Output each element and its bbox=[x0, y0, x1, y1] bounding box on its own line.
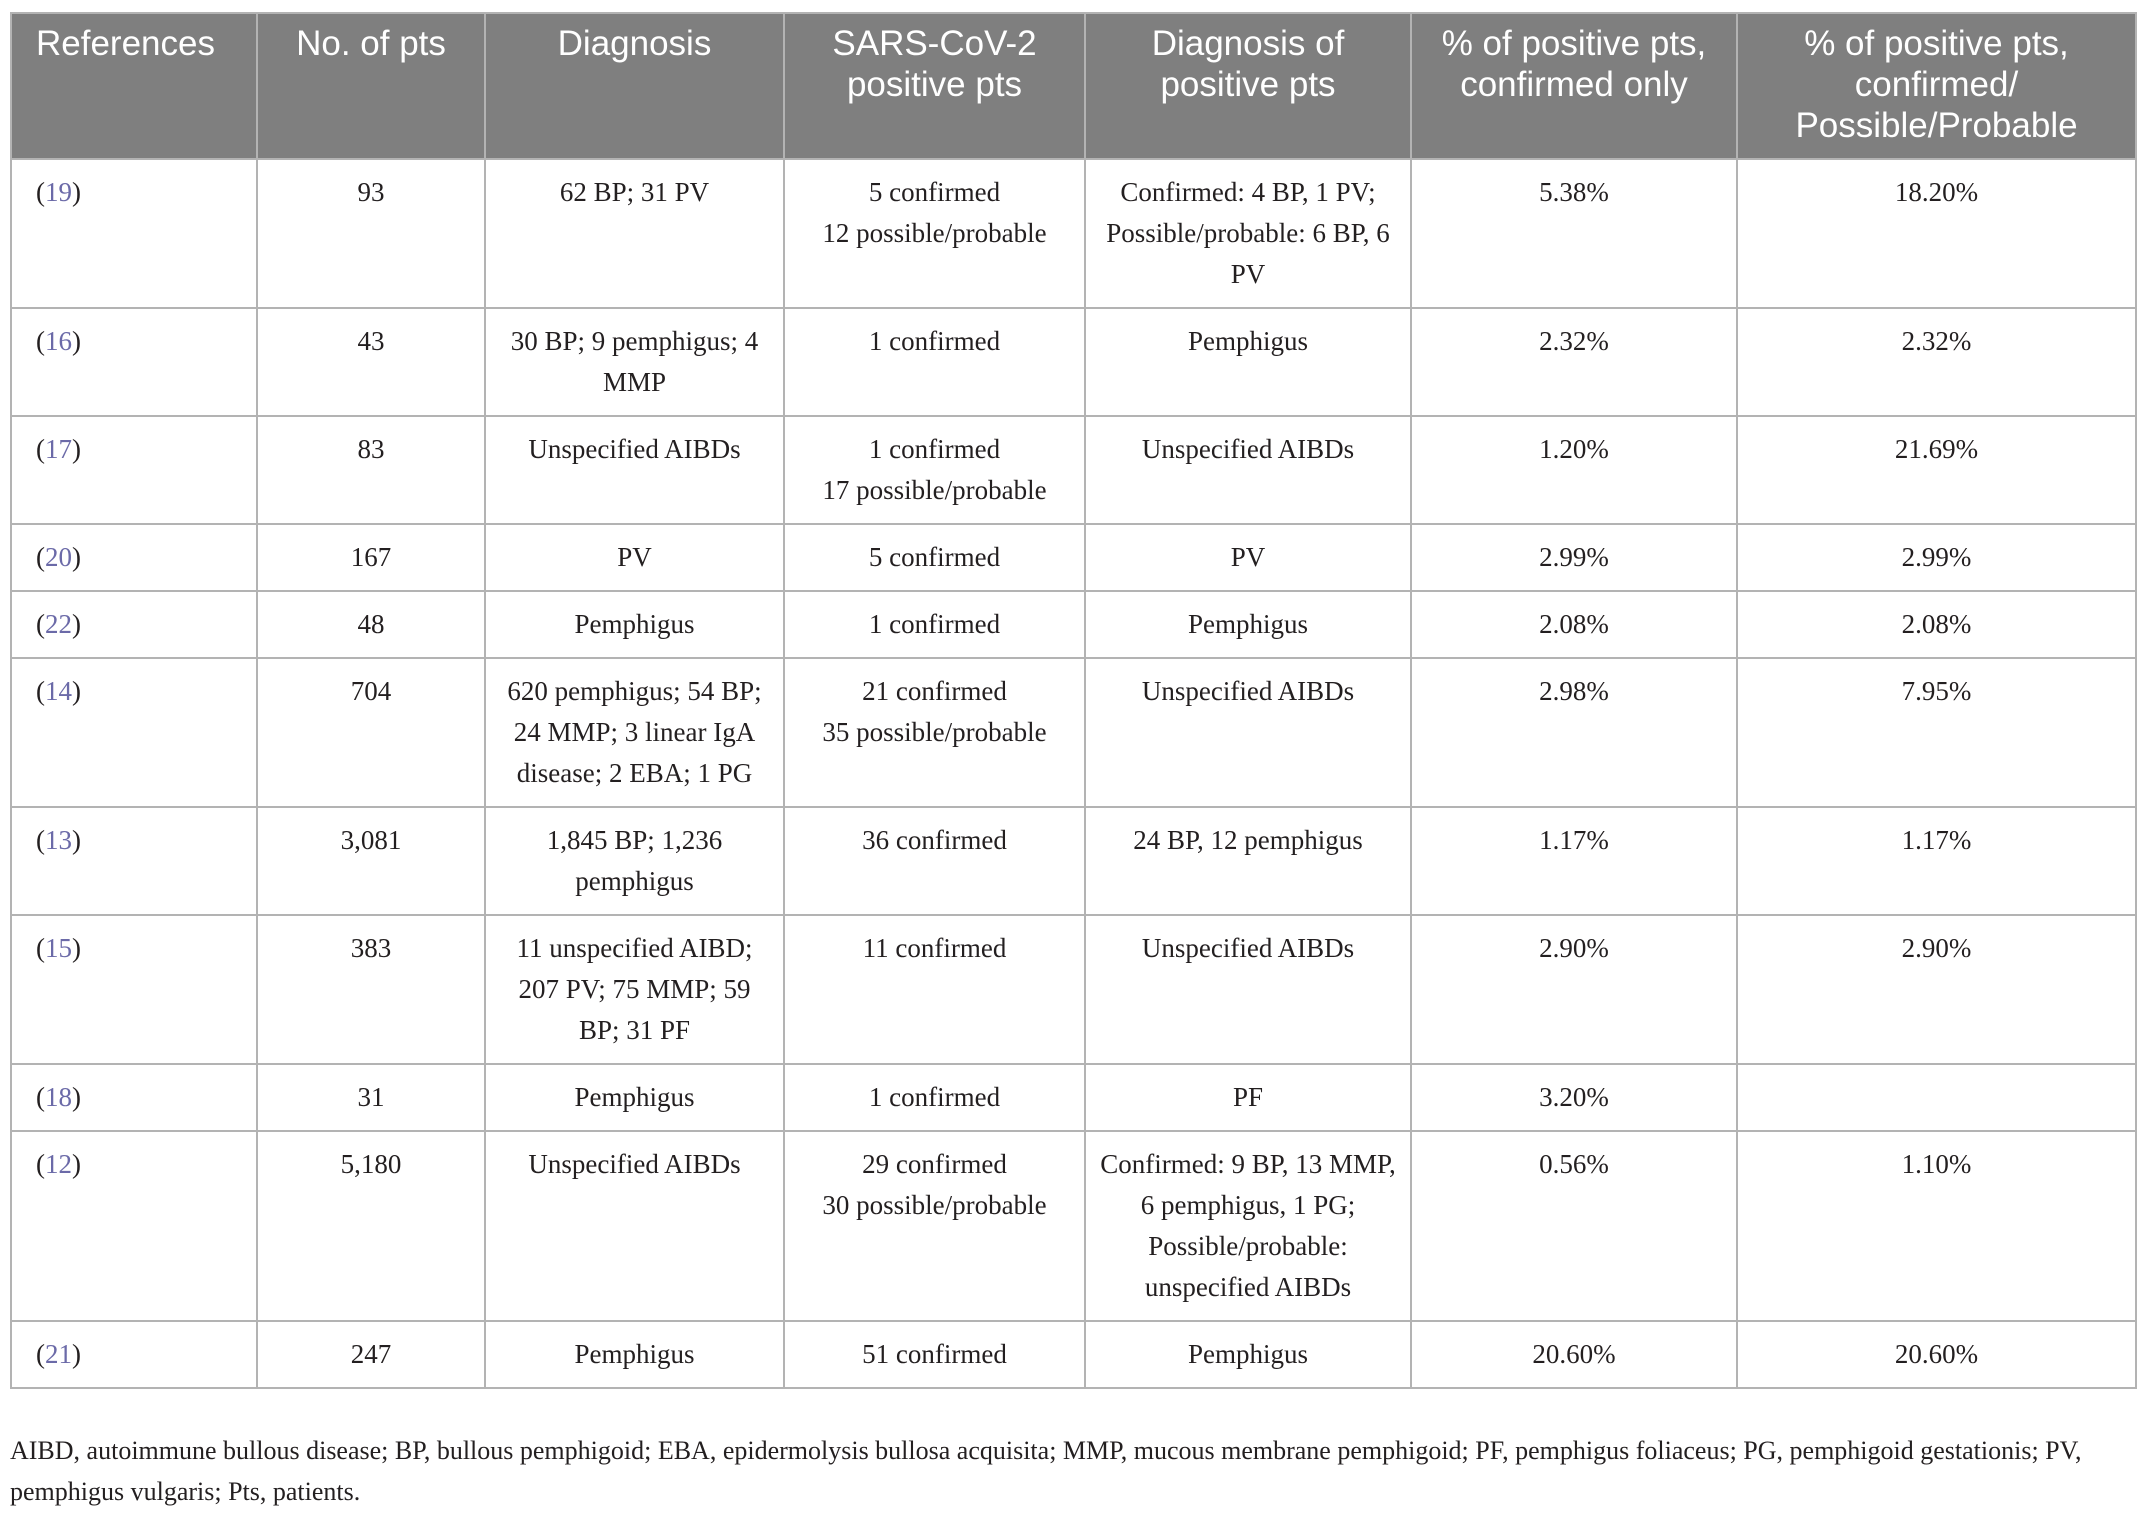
cell-diagnosis-positive: Unspecified AIBDs bbox=[1085, 416, 1411, 524]
cell-pct-all: 2.08% bbox=[1737, 591, 2136, 658]
reference-link[interactable]: 12 bbox=[45, 1149, 72, 1179]
table-row bbox=[11, 416, 2136, 524]
header-no-of-pts: No. of pts bbox=[257, 13, 485, 159]
cell-no-of-pts: 167 bbox=[257, 524, 485, 591]
cell-pct-confirmed: 5.38% bbox=[1411, 159, 1737, 308]
cell-diagnosis: 1,845 BP; 1,236 pemphigus bbox=[485, 807, 784, 915]
cell-diagnosis: 62 BP; 31 PV bbox=[485, 159, 784, 308]
cell-diagnosis: 11 unspecified AIBD; 207 PV; 75 MMP; 59 BP; 31 PF bbox=[485, 915, 784, 1064]
data-table bbox=[10, 12, 2137, 1389]
cell-no-of-pts: 5,180 bbox=[257, 1131, 485, 1321]
table-header-row bbox=[11, 13, 2136, 159]
table-row bbox=[11, 658, 2136, 807]
cell-diagnosis-positive: Pemphigus bbox=[1085, 308, 1411, 416]
cell-reference: (19) bbox=[11, 159, 257, 308]
table-row bbox=[11, 915, 2136, 1064]
cell-pct-confirmed: 1.20% bbox=[1411, 416, 1737, 524]
cell-reference: (20) bbox=[11, 524, 257, 591]
reference-link[interactable]: 18 bbox=[45, 1082, 72, 1112]
cell-no-of-pts: 3,081 bbox=[257, 807, 485, 915]
cell-positive-pts: 5 confirmed bbox=[784, 524, 1085, 591]
cell-reference: (22) bbox=[11, 591, 257, 658]
cell-diagnosis-positive: Confirmed: 4 BP, 1 PV; Possible/probable: 6 BP, 6 PV bbox=[1085, 159, 1411, 308]
cell-pct-all: 20.60% bbox=[1737, 1321, 2136, 1388]
cell-diagnosis-positive: Pemphigus bbox=[1085, 591, 1411, 658]
table-row bbox=[11, 308, 2136, 416]
cell-positive-pts: 1 confirmed bbox=[784, 591, 1085, 658]
cell-positive-pts: 29 confirmed 30 possible/probable bbox=[784, 1131, 1085, 1321]
cell-diagnosis-positive: Unspecified AIBDs bbox=[1085, 915, 1411, 1064]
cell-diagnosis-positive: Confirmed: 9 BP, 13 MMP, 6 pemphigus, 1 PG; Possible/probable: unspecified AIBDs bbox=[1085, 1131, 1411, 1321]
table-body bbox=[11, 159, 2136, 1388]
header-pct-confirmed: % of positive pts, confirmed only bbox=[1411, 13, 1737, 159]
cell-reference: (16) bbox=[11, 308, 257, 416]
cell-reference: (18) bbox=[11, 1064, 257, 1131]
header-positive-pts: SARS-CoV-2 positive pts bbox=[784, 13, 1085, 159]
cell-reference: (12) bbox=[11, 1131, 257, 1321]
cell-pct-all: 1.10% bbox=[1737, 1131, 2136, 1321]
cell-no-of-pts: 83 bbox=[257, 416, 485, 524]
cell-reference: (13) bbox=[11, 807, 257, 915]
reference-link[interactable]: 15 bbox=[45, 933, 72, 963]
reference-link[interactable]: 20 bbox=[45, 542, 72, 572]
cell-pct-all: 1.17% bbox=[1737, 807, 2136, 915]
header-pct-all: % of positive pts, confirmed/ Possible/Probable bbox=[1737, 13, 2136, 159]
cell-pct-confirmed: 2.90% bbox=[1411, 915, 1737, 1064]
cell-pct-confirmed: 3.20% bbox=[1411, 1064, 1737, 1131]
cell-pct-confirmed: 1.17% bbox=[1411, 807, 1737, 915]
cell-no-of-pts: 43 bbox=[257, 308, 485, 416]
cell-diagnosis: Unspecified AIBDs bbox=[485, 416, 784, 524]
cell-pct-all bbox=[1737, 1064, 2136, 1131]
table-row bbox=[11, 1064, 2136, 1131]
table-row bbox=[11, 807, 2136, 915]
cell-pct-confirmed: 20.60% bbox=[1411, 1321, 1737, 1388]
cell-pct-confirmed: 2.99% bbox=[1411, 524, 1737, 591]
cell-pct-all: 2.99% bbox=[1737, 524, 2136, 591]
cell-diagnosis: 620 pemphigus; 54 BP; 24 MMP; 3 linear IgA disease; 2 EBA; 1 PG bbox=[485, 658, 784, 807]
table-row bbox=[11, 591, 2136, 658]
cell-pct-confirmed: 2.98% bbox=[1411, 658, 1737, 807]
cell-pct-all: 18.20% bbox=[1737, 159, 2136, 308]
cell-positive-pts: 21 confirmed 35 possible/probable bbox=[784, 658, 1085, 807]
cell-no-of-pts: 247 bbox=[257, 1321, 485, 1388]
cell-reference: (15) bbox=[11, 915, 257, 1064]
cell-pct-all: 21.69% bbox=[1737, 416, 2136, 524]
cell-pct-confirmed: 2.08% bbox=[1411, 591, 1737, 658]
table-row bbox=[11, 524, 2136, 591]
reference-link[interactable]: 17 bbox=[45, 434, 72, 464]
cell-pct-confirmed: 0.56% bbox=[1411, 1131, 1737, 1321]
reference-link[interactable]: 14 bbox=[45, 676, 72, 706]
cell-positive-pts: 5 confirmed 12 possible/probable bbox=[784, 159, 1085, 308]
data-table-container bbox=[10, 12, 2135, 1389]
reference-link[interactable]: 22 bbox=[45, 609, 72, 639]
reference-link[interactable]: 19 bbox=[45, 177, 72, 207]
cell-reference: (14) bbox=[11, 658, 257, 807]
cell-diagnosis: Unspecified AIBDs bbox=[485, 1131, 784, 1321]
cell-diagnosis: Pemphigus bbox=[485, 591, 784, 658]
cell-pct-all: 2.32% bbox=[1737, 308, 2136, 416]
reference-link[interactable]: 21 bbox=[45, 1339, 72, 1369]
cell-no-of-pts: 93 bbox=[257, 159, 485, 308]
cell-reference: (21) bbox=[11, 1321, 257, 1388]
cell-diagnosis: Pemphigus bbox=[485, 1321, 784, 1388]
cell-pct-all: 2.90% bbox=[1737, 915, 2136, 1064]
cell-pct-all: 7.95% bbox=[1737, 658, 2136, 807]
header-diagnosis-positive: Diagnosis of positive pts bbox=[1085, 13, 1411, 159]
table-row bbox=[11, 1131, 2136, 1321]
cell-positive-pts: 36 confirmed bbox=[784, 807, 1085, 915]
cell-no-of-pts: 704 bbox=[257, 658, 485, 807]
header-diagnosis: Diagnosis bbox=[485, 13, 784, 159]
cell-diagnosis-positive: PF bbox=[1085, 1064, 1411, 1131]
cell-reference: (17) bbox=[11, 416, 257, 524]
cell-diagnosis-positive: Pemphigus bbox=[1085, 1321, 1411, 1388]
cell-pct-confirmed: 2.32% bbox=[1411, 308, 1737, 416]
cell-diagnosis-positive: Unspecified AIBDs bbox=[1085, 658, 1411, 807]
header-references: References bbox=[11, 13, 257, 159]
cell-diagnosis-positive: PV bbox=[1085, 524, 1411, 591]
table-footnote: AIBD, autoimmune bullous disease; BP, bullous pemphigoid; EBA, epidermolysis bullosa acquisita; MMP, mucous membrane pemphigoid; PF, pemphigus foliaceus; PG, pemphigoid gestationis; PV, pemphigus vulgaris; Pts, patients. bbox=[10, 1436, 2082, 1506]
cell-positive-pts: 1 confirmed bbox=[784, 1064, 1085, 1131]
cell-positive-pts: 11 confirmed bbox=[784, 915, 1085, 1064]
cell-positive-pts: 51 confirmed bbox=[784, 1321, 1085, 1388]
reference-link[interactable]: 16 bbox=[45, 326, 72, 356]
reference-link[interactable]: 13 bbox=[45, 825, 72, 855]
cell-diagnosis-positive: 24 BP, 12 pemphigus bbox=[1085, 807, 1411, 915]
cell-no-of-pts: 31 bbox=[257, 1064, 485, 1131]
cell-diagnosis: Pemphigus bbox=[485, 1064, 784, 1131]
cell-diagnosis: PV bbox=[485, 524, 784, 591]
cell-diagnosis: 30 BP; 9 pemphigus; 4 MMP bbox=[485, 308, 784, 416]
table-row bbox=[11, 159, 2136, 308]
cell-positive-pts: 1 confirmed bbox=[784, 308, 1085, 416]
table-row bbox=[11, 1321, 2136, 1388]
cell-positive-pts: 1 confirmed 17 possible/probable bbox=[784, 416, 1085, 524]
cell-no-of-pts: 48 bbox=[257, 591, 485, 658]
cell-no-of-pts: 383 bbox=[257, 915, 485, 1064]
